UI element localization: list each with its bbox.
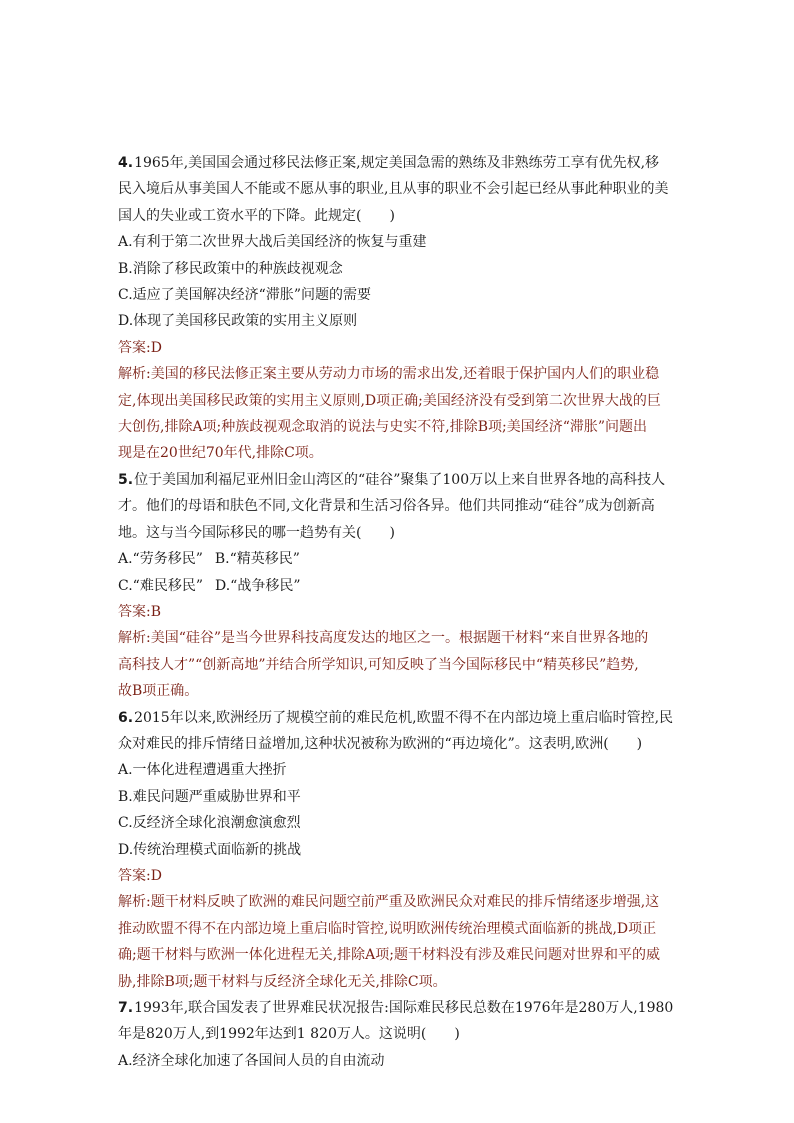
question-stem-line: 地。这与当今国际移民的哪一趋势有关( ): [118, 524, 395, 541]
analysis-label: 解析:: [118, 894, 151, 911]
analysis-line: 解析:美国的移民法修正案主要从劳动力市场的需求出发,还着眼于保护国内人们的职业稳: [118, 366, 660, 383]
analysis-label: 解析:: [118, 366, 151, 383]
analysis: [118, 361, 678, 467]
question-7: [118, 995, 678, 1074]
option-a: A.“劳务移民”: [118, 551, 203, 568]
analysis-line: 解析:美国“硅谷”是当今世界科技高度发达的地区之一。根据题干材料“来自世界各地的: [118, 630, 649, 647]
question-number: 5.: [118, 471, 134, 488]
question-stem-line: 民入境后从事美国人不能或不愿从事的职业,且从事的职业不会引起已经从事此种职业的美: [118, 181, 669, 198]
question-number: 7.: [118, 1000, 134, 1016]
option-row: [118, 573, 678, 599]
analysis: [118, 625, 678, 704]
option-d: D.“战争移民”: [214, 577, 301, 594]
question-number: 6.: [118, 709, 134, 726]
option-a: A.有利于第二次世界大战后美国经济的恢复与重建: [118, 234, 427, 251]
question-stem-line: 国人的失业或工资水平的下降。此规定( ): [118, 207, 395, 224]
analysis-line: 胁,排除B项;题干材料与反经济全球化无关,排除C项。: [118, 973, 447, 990]
analysis-line: 高科技人才”“创新高地”并结合所学知识,可知反映了当今国际移民中“精英移民”趋势,: [118, 656, 639, 673]
option-b: B.难民问题严重威胁世界和平: [118, 788, 301, 805]
question-stem-line: 4.1965年,美国国会通过移民法修正案,规定美国急需的熟练及非熟练劳工享有优先权,移: [118, 155, 660, 171]
option-row: [118, 546, 678, 572]
option-b: B.消除了移民政策中的种族歧视观念: [118, 260, 343, 277]
question-stem-line: 年是820万人,到1992年达到1 820万人。这说明( ): [118, 1026, 460, 1043]
option-c: C.适应了美国解决经济“滞胀”问题的需要: [118, 287, 371, 304]
answer: [118, 599, 678, 625]
answer: [118, 863, 678, 889]
analysis: [118, 889, 678, 995]
answer-value: B: [150, 603, 162, 620]
analysis-line: 推动欧盟不得不在内部边境上重启临时管控,说明欧洲传统治理模式面临新的挑战,D项正: [118, 920, 657, 937]
question-stem-line: 众对难民的排斥情绪日益增加,这种状况被称为欧洲的“再边境化”。这表明,欧洲( ): [118, 735, 643, 752]
question-stem-line: 6.2015年以来,欧洲经历了规模空前的难民危机,欧盟不得不在内部边境上重启临时管控,民: [118, 709, 674, 726]
option-d: D.传统治理模式面临新的挑战: [118, 841, 302, 858]
answer: [118, 335, 678, 361]
analysis-line: 大创伤,排除A项;种族歧视观念取消的说法与史实不符,排除B项;美国经济“滞胀”问题出: [118, 419, 648, 436]
option-c: C.“难民移民”: [118, 577, 203, 594]
option-c: C.反经济全球化浪潮愈演愈烈: [118, 815, 301, 832]
answer-label: 答案:: [118, 867, 151, 884]
document-page: [118, 150, 678, 1074]
option-a: A.经济全球化加速了各国间人员的自由流动: [118, 1052, 385, 1069]
question-stem-line: 5.位于美国加利福尼亚州旧金山湾区的“硅谷”聚集了100万以上来自世界各地的高科技人: [118, 471, 666, 488]
analysis-line: 确;题干材料与欧洲一体化进程无关,排除A项;题干材料没有涉及难民问题对世界和平的威: [118, 947, 660, 964]
question-number: 4.: [118, 155, 134, 171]
question-4: [118, 150, 678, 467]
option-b: B.“精英移民”: [214, 551, 300, 568]
option-d: D.体现了美国移民政策的实用主义原则: [118, 313, 358, 330]
question-stem-line: 7.1993年,联合国发表了世界难民状况报告:国际难民移民总数在1976年是280万人,1980: [118, 1000, 674, 1016]
answer-value: D: [150, 867, 162, 884]
option-a: A.一体化进程遭遇重大挫折: [118, 762, 287, 779]
analysis-line: 解析:题干材料反映了欧洲的难民问题空前严重及欧洲民众对难民的排斥情绪逐步增强,这: [118, 894, 660, 911]
analysis-line: 故B项正确。: [118, 683, 199, 700]
answer-label: 答案:: [118, 339, 151, 356]
analysis-label: 解析:: [118, 630, 151, 647]
question-stem-line: 才。他们的母语和肤色不同,文化背景和生活习俗各异。他们共同推动“硅谷”成为创新高: [118, 498, 655, 515]
answer-value: D: [150, 339, 162, 356]
question-5: [118, 467, 678, 705]
analysis-line: 现是在20世纪70年代,排除C项。: [118, 445, 323, 462]
answer-label: 答案:: [118, 603, 151, 620]
analysis-line: 定,体现出美国移民政策的实用主义原则,D项正确;美国经济没有受到第二次世界大战的巨: [118, 392, 661, 409]
question-6: [118, 705, 678, 995]
